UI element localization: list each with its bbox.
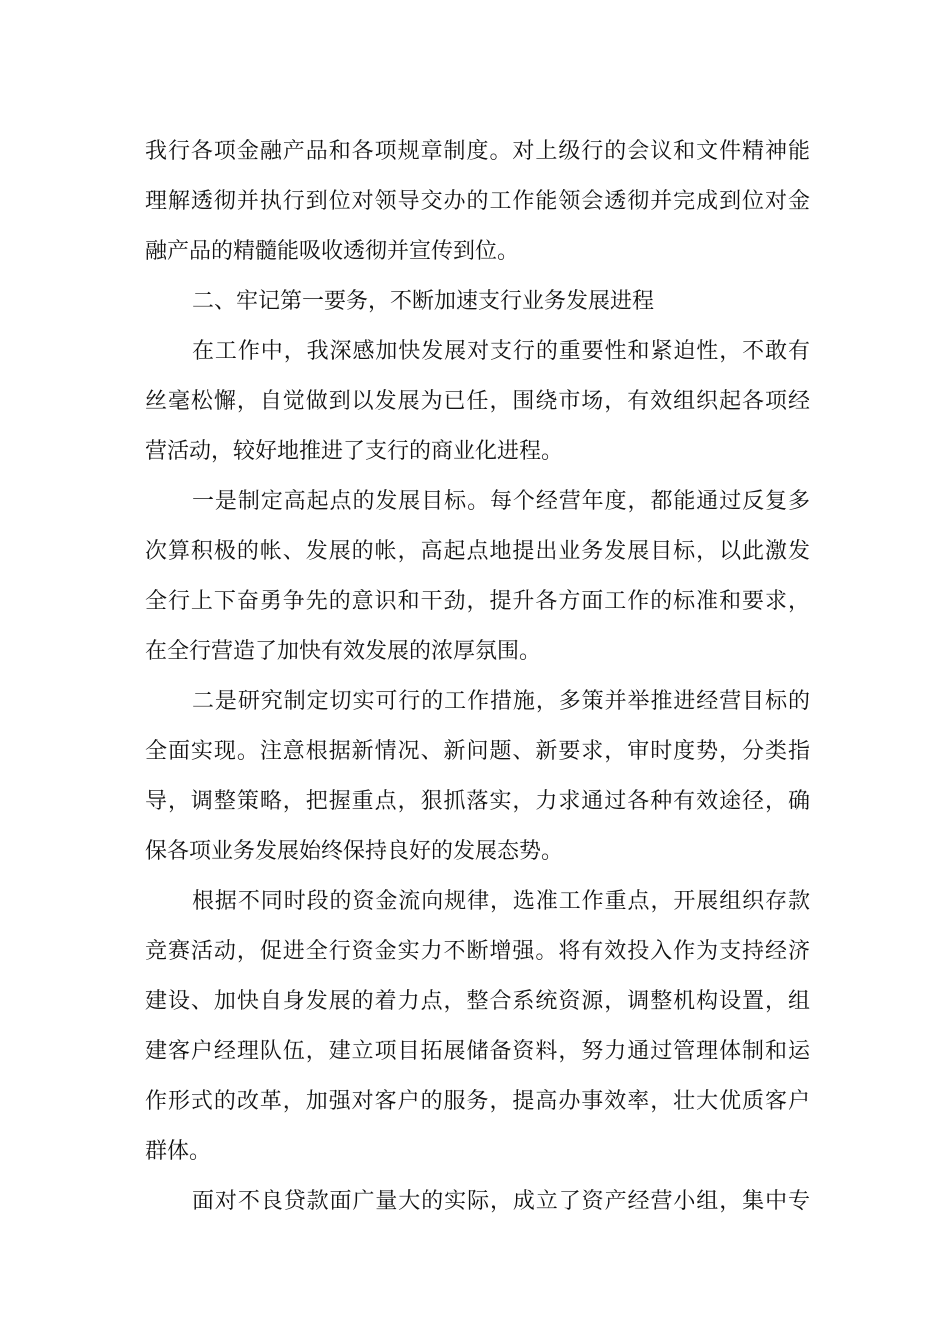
text-line: 群体。 bbox=[145, 1139, 212, 1164]
text-line: 全面实现。注意根据新情况、新问题、新要求，审时度势，分类指 bbox=[145, 739, 810, 764]
text-line: 建设、加快自身发展的着力点，整合系统资源，调整机构设置，组 bbox=[145, 989, 810, 1014]
text-line: 融产品的精髓能吸收透彻并宣传到位。 bbox=[145, 239, 520, 264]
text-line: 作形式的改革，加强对客户的服务，提高办事效率，壮大优质客户 bbox=[145, 1089, 810, 1114]
text-line: 面对不良贷款面广量大的实际，成立了资产经营小组，集中专 bbox=[192, 1189, 810, 1214]
text-line: 次算积极的帐、发展的帐，高起点地提出业务发展目标，以此激发 bbox=[145, 539, 810, 564]
text-line: 二是研究制定切实可行的工作措施，多策并举推进经营目标的 bbox=[192, 689, 810, 714]
text-line: 在工作中，我深感加快发展对支行的重要性和紧迫性，不敢有 bbox=[192, 339, 810, 364]
text-line: 竞赛活动，促进全行资金实力不断增强。将有效投入作为支持经济 bbox=[145, 939, 810, 964]
text-line: 根据不同时段的资金流向规律，选准工作重点，开展组织存款 bbox=[192, 889, 810, 914]
text-line: 导，调整策略，把握重点，狠抓落实，力求通过各种有效途径，确 bbox=[145, 789, 810, 814]
text-line: 我行各项金融产品和各项规章制度。对上级行的会议和文件精神能 bbox=[145, 139, 810, 164]
text-line: 保各项业务发展始终保持良好的发展态势。 bbox=[145, 839, 564, 864]
text-line: 丝毫松懈，自觉做到以发展为已任，围绕市场，有效组织起各项经 bbox=[145, 389, 810, 414]
text-line: 在全行营造了加快有效发展的浓厚氛围。 bbox=[145, 639, 542, 664]
text-line: 理解透彻并执行到位对领导交办的工作能领会透彻并完成到位对金 bbox=[145, 189, 810, 214]
text-line: 营活动，较好地推进了支行的商业化进程。 bbox=[145, 439, 564, 464]
text-line: 一是制定高起点的发展目标。每个经营年度，都能通过反复多 bbox=[192, 489, 810, 514]
text-line: 全行上下奋勇争先的意识和干劲，提升各方面工作的标准和要求， bbox=[145, 589, 810, 614]
section-heading: 二、牢记第一要务，不断加速支行业务发展进程 bbox=[192, 289, 655, 314]
text-line: 建客户经理队伍，建立项目拓展储备资料，努力通过管理体制和运 bbox=[145, 1039, 810, 1064]
